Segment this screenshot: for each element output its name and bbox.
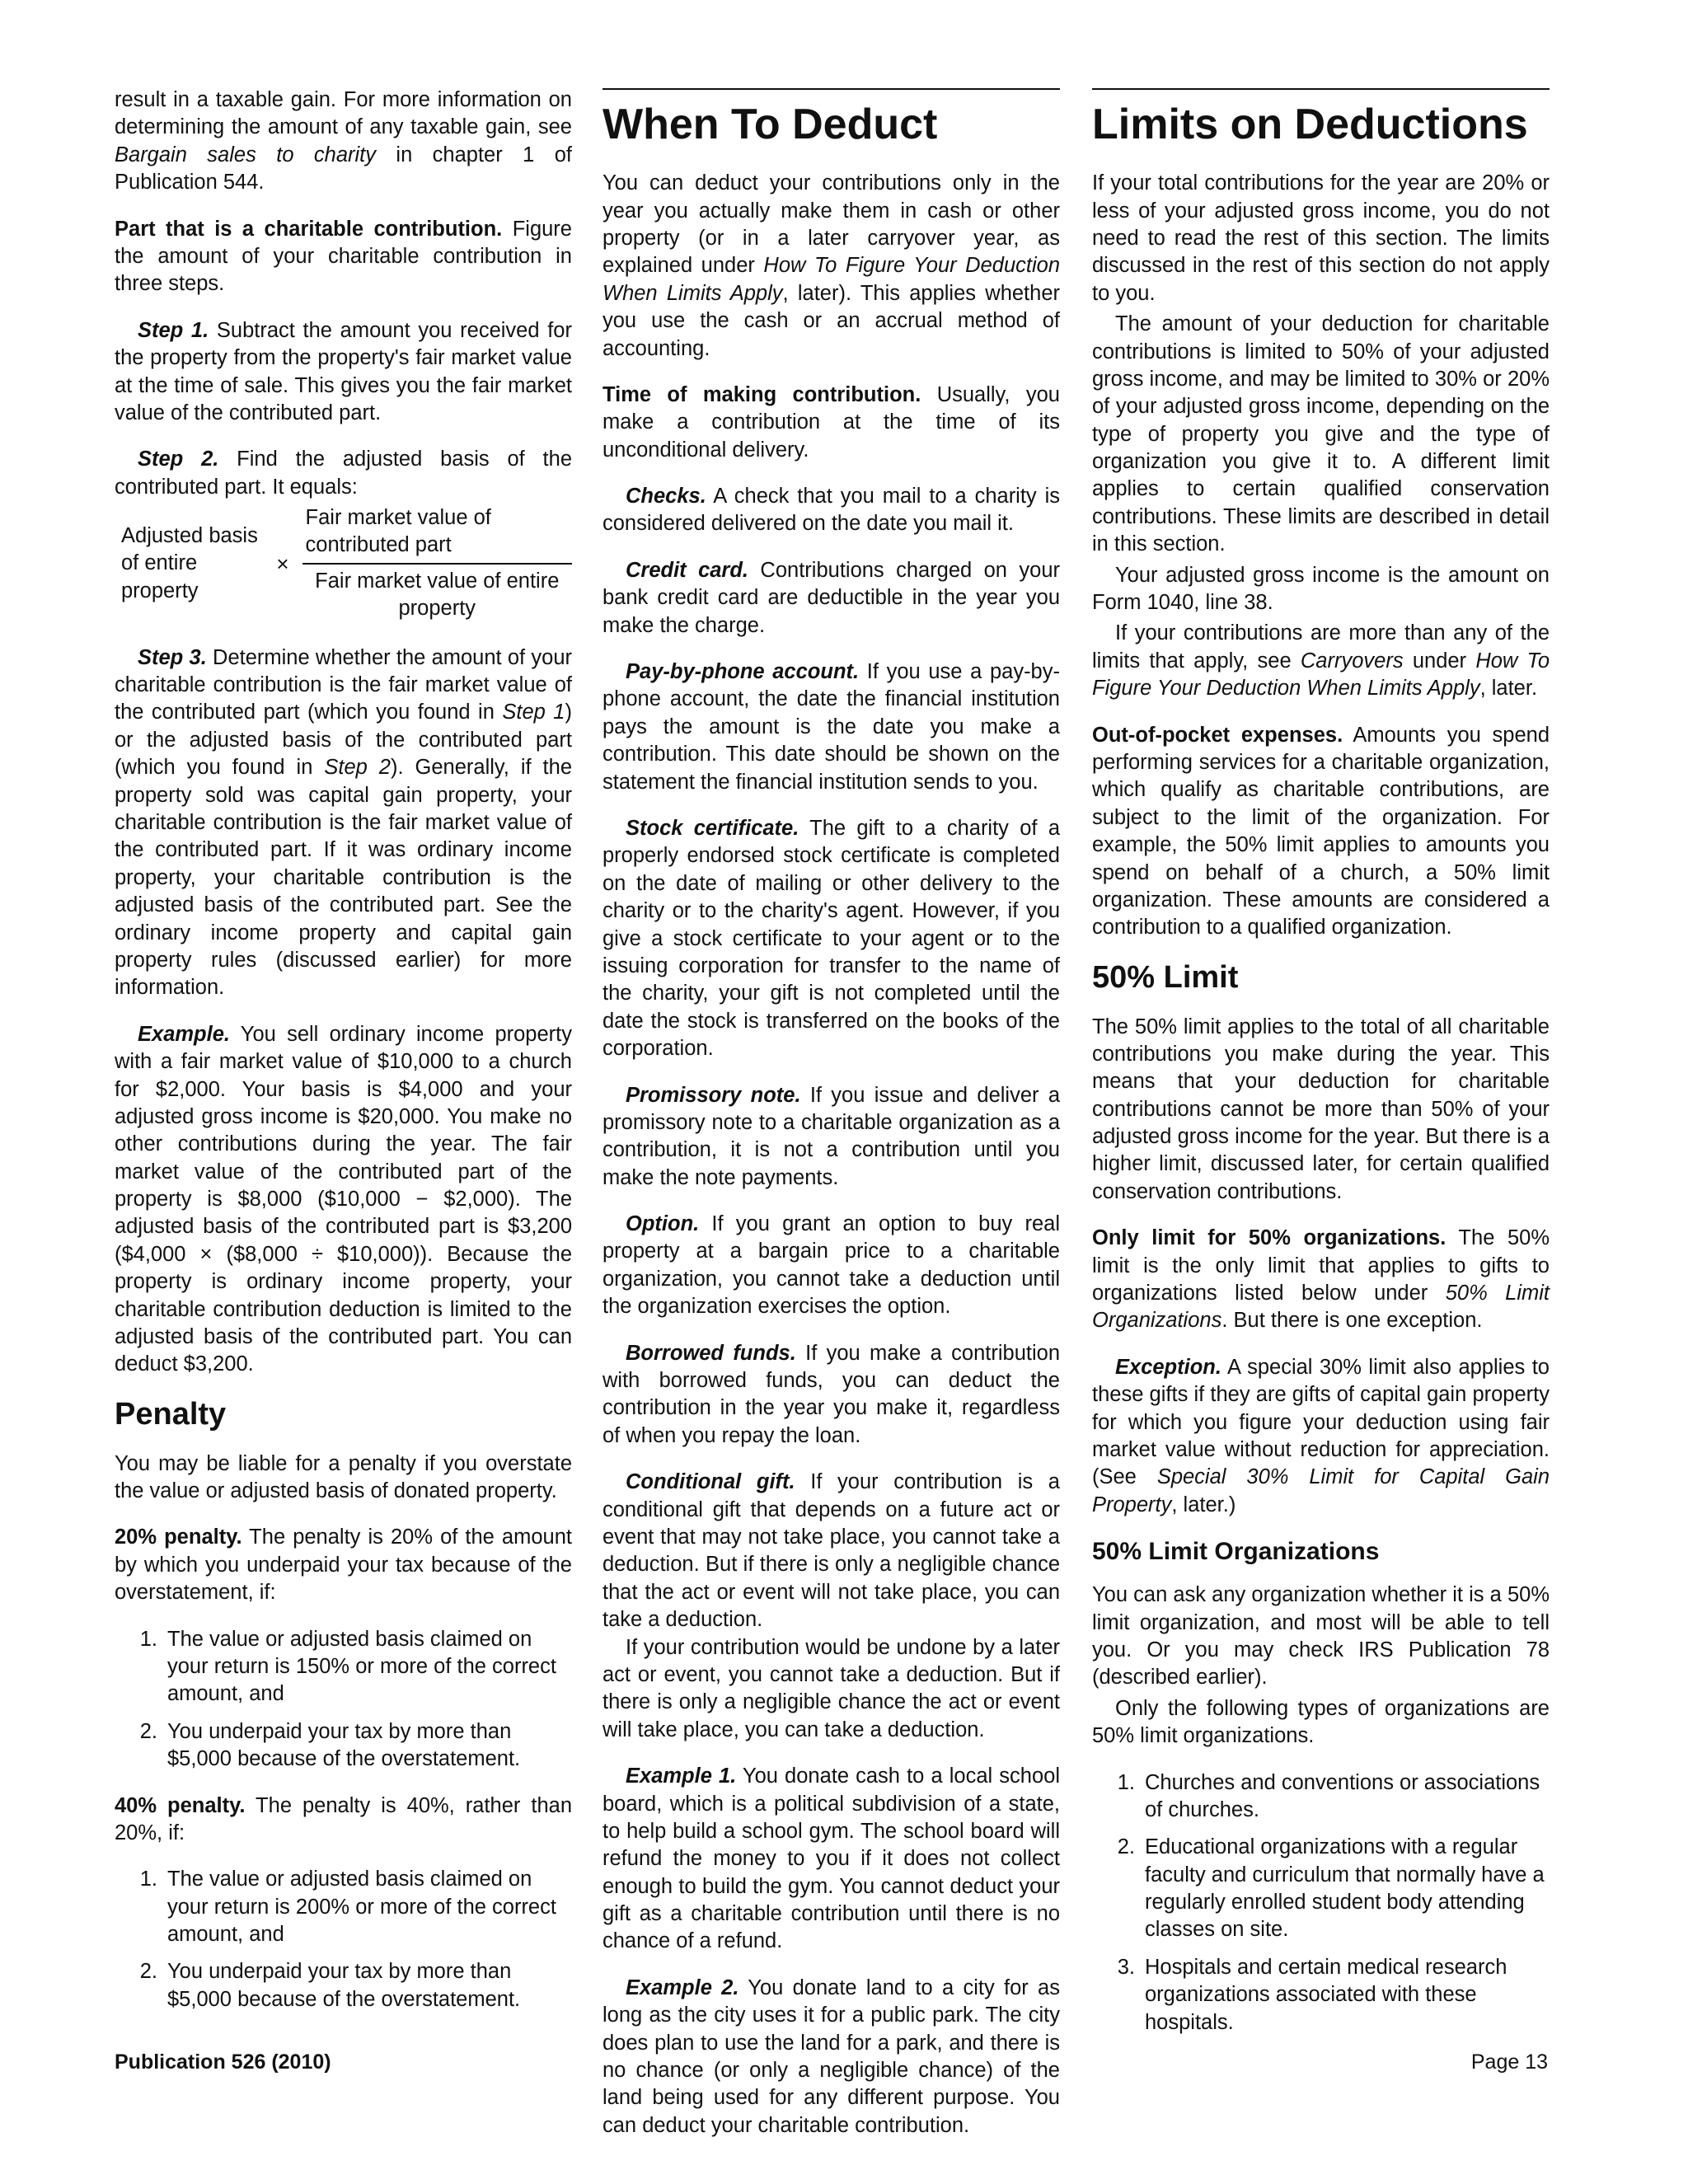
section-heading-50-limit: 50% Limit: [1092, 959, 1239, 995]
paragraph: Credit card. Contributions charged on your bank credit card are deductible in the year you make the charge.: [603, 558, 1060, 637]
run-in-heading: Step 2.: [138, 448, 219, 471]
run-in-heading: Conditional gift.: [626, 1470, 795, 1494]
formula-lhs: Adjusted basis of entire property: [121, 523, 258, 602]
paragraph: 20% penalty. The penalty is 20% of the amount by which you underpaid your tax because of the overstatement, if:: [115, 1526, 572, 1605]
paragraph: If your total contributions for the year are 20% or less of your adjusted gross income, you do not need to read the rest of this section. The limits discussed in the rest of this section do not apply to you.: [1092, 171, 1550, 305]
paragraph: Part that is a charitable contribution. Figure the amount of your charitable contribution in three steps.: [115, 217, 572, 296]
list-item: 2. You underpaid your tax by more than $5,000 because of the overstatement.: [139, 1719, 521, 1771]
numbered-list: [115, 1626, 572, 1774]
numbered-list: [115, 1866, 572, 2013]
paragraph: Example 2. You donate land to a city for as long as the city uses it for a public park. The city does plan to use the land for a park, and there is no chance (or only a negligible chance) of the land being used for any different purpose. You can deduct your charitable contribution.: [603, 1975, 1060, 2137]
section-rule: [603, 88, 1060, 90]
basis-formula: [121, 504, 572, 623]
footer-page-number: Page 13: [1470, 2050, 1548, 2074]
run-in-heading: Option.: [626, 1212, 700, 1236]
paragraph: Checks. A check that you mail to a charity is considered delivered on the date you mail it.: [603, 485, 1060, 536]
paragraph: Step 2. Find the adjusted basis of the contributed part. It equals:: [115, 448, 572, 499]
run-in-heading: Part that is a charitable contribution.: [115, 217, 503, 241]
paragraph: The 50% limit applies to the total of all charitable contributions you make during the year. This means that your deduction for charitable contributions cannot be more than 50% of your adjusted gross income for the year. But there is a higher limit, discussed later, for certain qualified conservation contributions.: [1092, 1015, 1550, 1203]
list-item: 2. You underpaid your tax by more than $5,000 because of the overstatement.: [139, 1960, 521, 2011]
formula-numerator: Fair market value of contributed part: [302, 504, 572, 565]
list-item: 1. The value or adjusted basis claimed on your return is 150% or more of the correct amount, and: [139, 1627, 556, 1706]
run-in-heading: Promissory note.: [626, 1083, 801, 1107]
multiply-sign: ×: [276, 551, 289, 576]
paragraph: Step 3. Determine whether the amount of your charitable contribution is the fair market value of the contributed part (which you found in Step 1) or the adjusted basis of the contributed part (which you found in Step 2). Generally, if the property sold was capital gain property, your charitable contribution is the fair market value of the contributed part. If it was ordinary income property, your charitable contribution is the adjusted basis of the contributed part. See the ordinary income property and capital gain property rules (discussed earlier) for more information.: [115, 645, 573, 1000]
run-in-heading: Out-of-pocket expenses.: [1092, 723, 1343, 747]
run-in-heading: Example 1.: [626, 1765, 737, 1788]
run-in-heading: Example.: [138, 1022, 230, 1046]
list-item: 2. Educational organizations with a regular faculty and curriculum that normally have a regularly enrolled student body attending classes on site.: [1117, 1835, 1545, 1942]
paragraph: 40% penalty. The penalty is 40%, rather than 20%, if:: [115, 1793, 573, 1844]
run-in-heading: Checks.: [626, 485, 706, 509]
section-heading-penalty: Penalty: [115, 1396, 227, 1432]
paragraph: Stock certificate. The gift to a charity of a properly endorsed stock certificate is completed on the date of mailing or other delivery to the charity or to the charity's agent. However, if you give a stock certificate to your agent or to the issuing corporation for transfer to the name of the charity, your gift is not completed until the date the stock is transferred on the books of the corporation.: [603, 817, 1061, 1061]
list-item: 3. Hospitals and certain medical research organizations associated with these hospitals.: [1117, 1955, 1507, 2034]
paragraph: Pay-by-phone account. If you use a pay-by-phone account, the date the financial institution pays the amount is the date you make a contribution. This date should be shown on the statement the financial institution sends to you.: [603, 660, 1060, 794]
run-in-heading: Time of making contribution.: [603, 382, 921, 406]
section-heading-when-to-deduct: When To Deduct: [603, 101, 938, 148]
paragraph: Only the following types of organizations are 50% limit organizations.: [1092, 1696, 1550, 1748]
run-in-heading: Only limit for 50% organizations.: [1092, 1226, 1447, 1250]
run-in-heading: Pay-by-phone account.: [626, 660, 860, 684]
paragraph: The amount of your deduction for charitable contributions is limited to 50% of your adjusted gross income, and may be limited to 30% or 20% of your adjusted gross income, depending on the type of property you give and the type of organization you give it to. A different limit applies to certain qualified conservation contributions. These limits are described in detail in this section.: [1092, 312, 1550, 556]
column-middle: [603, 87, 1060, 2158]
paragraph: result in a taxable gain. For more information on determining the amount of any taxable gain, see Bargain sales to charity in chapter 1 of Publication 544.: [115, 88, 572, 194]
run-in-heading: 40% penalty.: [115, 1793, 246, 1817]
paragraph: Step 1. Subtract the amount you received for the property from the property's fair market value at the time of sale. This gives you the fair market value of the contributed part.: [115, 318, 572, 424]
footer-publication: Publication 526 (2010): [115, 2050, 331, 2074]
paragraph: Borrowed funds. If you make a contribution with borrowed funds, you can deduct the contribution in the year you make it, regardless of when you repay the loan.: [603, 1341, 1060, 1447]
column-left: [115, 87, 572, 2032]
run-in-heading: Step 3.: [138, 645, 207, 669]
column-right: [1092, 87, 1550, 2055]
section-heading-limits: Limits on Deductions: [1092, 101, 1528, 148]
numbered-list: [1092, 1769, 1550, 2037]
paragraph: You can ask any organization whether it is a 50% limit organization, and most will be able to tell you. Or you may check IRS Publication 78 (described earlier).: [1092, 1583, 1550, 1690]
paragraph: Example 1. You donate cash to a local school board, which is a political subdivision of a state, to help build a school gym. The school board will refund the money to you if it does not collect enough to build the gym. You cannot deduct your gift as a charitable contribution until there is no chance of a refund.: [603, 1765, 1060, 1953]
run-in-heading: Borrowed funds.: [626, 1341, 796, 1365]
run-in-heading: 20% penalty.: [115, 1526, 242, 1549]
run-in-heading: Step 1.: [138, 318, 209, 342]
run-in-heading: Stock certificate.: [626, 817, 799, 840]
paragraph: Exception. A special 30% limit also applies to these gifts if they are gifts of capital gain property for which you figure your deduction using fair market value without reduction for appreciation. (See Special 30% Limit for Capital Gain Property, later.): [1092, 1355, 1550, 1516]
paragraph: If your contributions are more than any of the limits that apply, see Carryovers under How To Figure Your Deduction When Limits Apply, later.: [1092, 621, 1550, 701]
paragraph: Promissory note. If you issue and deliver a promissory note to a charitable organization as a contribution, it is not a contribution until you make the note payments.: [603, 1083, 1060, 1189]
paragraph: Time of making contribution. Usually, you make a contribution at the time of its unconditional delivery.: [603, 382, 1060, 462]
paragraph: If your contribution would be undone by a later act or event, you cannot take a deduction. But if there is only a negligible chance the act or event will take place, you can take a deduction.: [603, 1635, 1060, 1741]
paragraph: Out-of-pocket expenses. Amounts you spend performing services for a charitable organization, which qualify as charitable contributions, are subject to the limit of the organization. For example, the 50% limit applies to amounts you spend on behalf of a church, a 50% limit organization. These amounts are considered a contribution to a qualified organization.: [1092, 723, 1550, 940]
list-item: 1. The value or adjusted basis claimed on your return is 200% or more of the correct amount, and: [139, 1868, 556, 1947]
run-in-heading: Example 2.: [626, 1975, 739, 1999]
run-in-heading: Credit card.: [626, 558, 749, 582]
paragraph: Option. If you grant an option to buy real property at a bargain price to a charitable organization, you cannot take a deduction until the organization exercises the option.: [603, 1212, 1060, 1319]
paragraph: You may be liable for a penalty if you overstate the value or adjusted basis of donated property.: [115, 1451, 572, 1502]
section-rule: [1092, 88, 1550, 90]
paragraph: You can deduct your contributions only in the year you actually make them in cash or other property (or in a later carryover year, as explained under How To Figure Your Deduction When Limits Apply, later). This applies whether you use the cash or an accrual method of accounting.: [603, 171, 1060, 360]
formula-fraction: [302, 504, 572, 623]
paragraph: Your adjusted gross income is the amount on Form 1040, line 38.: [1092, 563, 1550, 615]
run-in-heading: Exception.: [1115, 1355, 1221, 1379]
paragraph: Only limit for 50% organizations. The 50% limit is the only limit that applies to gifts to organizations listed below under 50% Limit Organizations. But there is one exception.: [1092, 1226, 1550, 1333]
paragraph: Conditional gift. If your contribution is a conditional gift that depends on a future act or event that may not take place, you cannot take a deduction. But if there is only a negligible chance that the act or event will not take place, you can take a deduction.: [603, 1470, 1060, 1632]
paragraph: Example. You sell ordinary income property with a fair market value of $10,000 to a church for $2,000. Your basis is $4,000 and your adjusted gross income is $20,000. You make no other contributions during the year. The fair market value of the contributed part of the property is $8,000 ($10,000 − $2,000). The adjusted basis of the contributed part is $3,200 ($4,000 × ($8,000 ÷ $10,000)). Because the property is ordinary income property, your charitable contribution deduction is limited to the adjusted basis of the contributed part. You can deduct $3,200.: [115, 1022, 572, 1376]
section-heading-50-limit-orgs: 50% Limit Organizations: [1092, 1538, 1380, 1566]
formula-denominator: Fair market value of entire property: [315, 569, 560, 621]
list-item: 1. Churches and conventions or associations of churches.: [1117, 1770, 1540, 1821]
